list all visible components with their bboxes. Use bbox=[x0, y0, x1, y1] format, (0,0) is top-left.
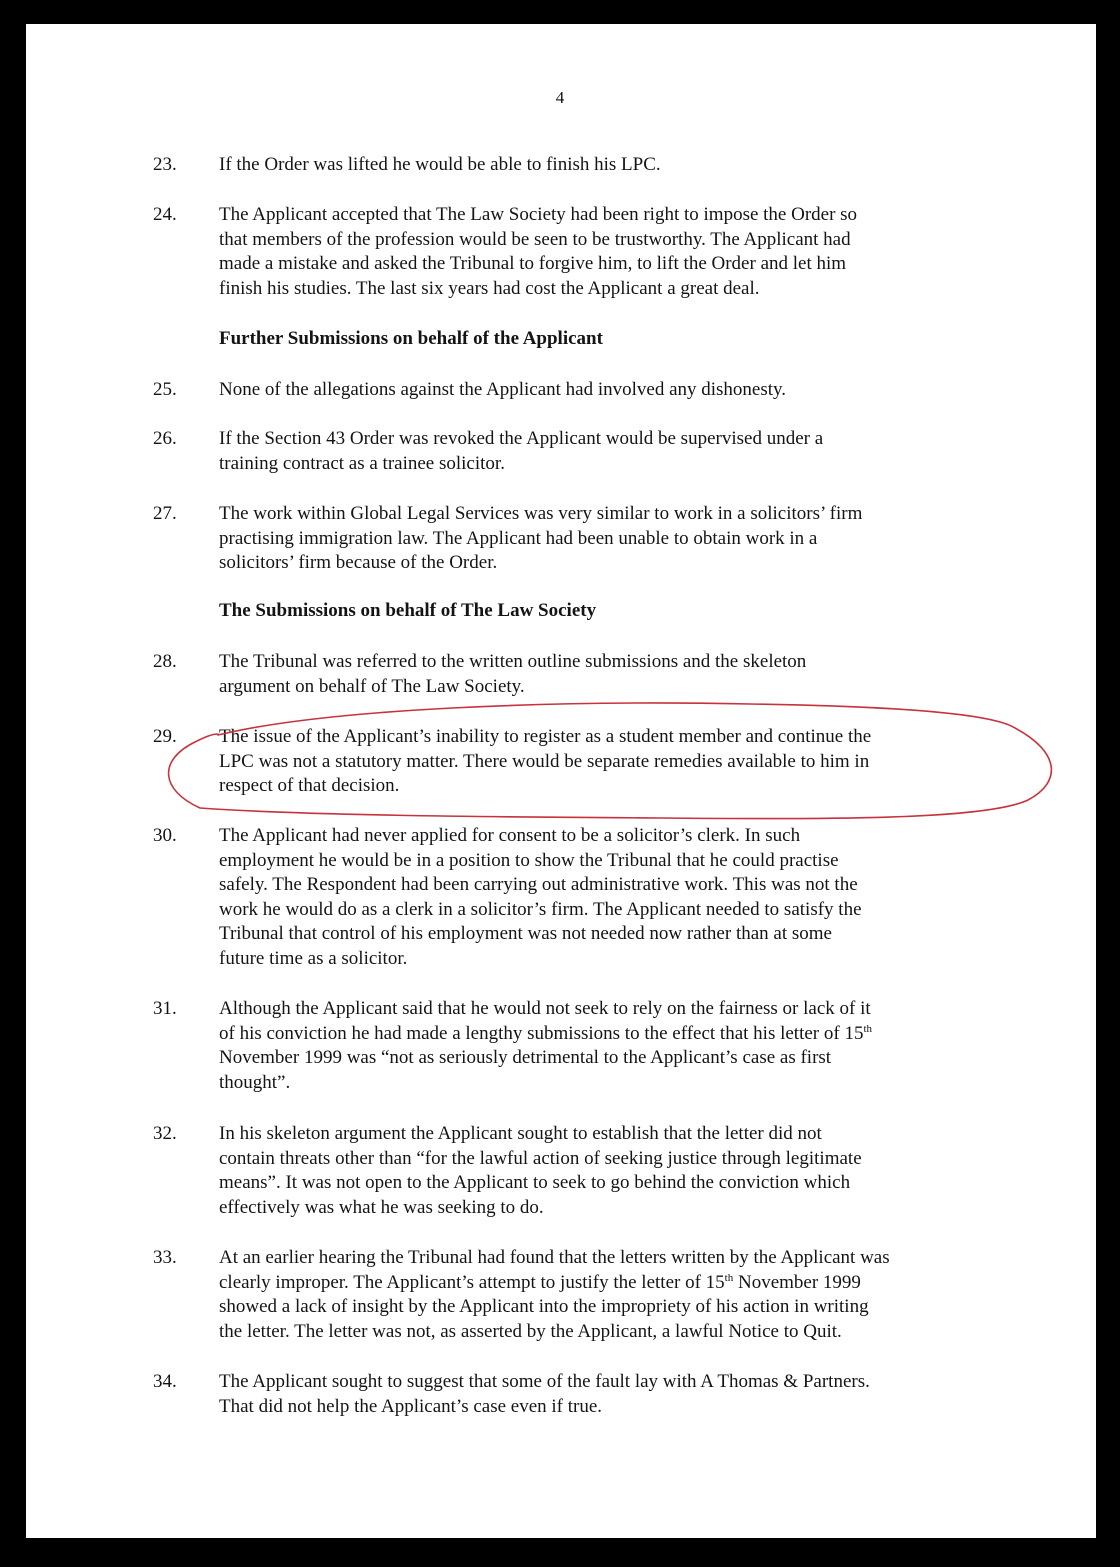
paragraph-text bbox=[219, 1246, 989, 1344]
section-heading-law-society-submissions: The Submissions on behalf of The Law Society bbox=[219, 600, 597, 621]
paragraph-number: 25. bbox=[153, 379, 177, 400]
paragraph-number: 34. bbox=[153, 1371, 177, 1392]
text-line: At an earlier hearing the Tribunal had found that the letters written by the Applicant was bbox=[219, 1247, 890, 1268]
paragraph-number: 24. bbox=[153, 204, 177, 225]
text-segment: clearly improper. The Applicant’s attempt to justify the letter of 15 bbox=[219, 1271, 725, 1293]
paragraph-text bbox=[219, 725, 989, 799]
text-line: solicitors’ firm because of the Order. bbox=[219, 552, 498, 573]
text-line: LPC was not a statutory matter. There would be separate remedies available to him in bbox=[219, 750, 870, 772]
paragraph-number: 30. bbox=[153, 825, 177, 846]
text-line: The work within Global Legal Services was very similar to work in a solicitors’ firm bbox=[219, 503, 863, 524]
text-line: If the Order was lifted he would be able to finish his LPC. bbox=[219, 154, 661, 175]
paragraph-text bbox=[219, 824, 989, 971]
paragraph-text bbox=[219, 997, 989, 1095]
text-line: Tribunal that control of his employment was not needed now rather than at some bbox=[219, 923, 832, 944]
paragraph-text bbox=[219, 203, 989, 301]
text-segment: of his conviction he had made a lengthy submissions to the effect that his letter of 15 bbox=[219, 1022, 864, 1044]
paragraph-text bbox=[219, 378, 989, 403]
text-line: training contract as a trainee solicitor. bbox=[219, 452, 505, 474]
text-line bbox=[219, 1271, 989, 1296]
paragraph-text bbox=[219, 1122, 989, 1220]
paragraph-number: 31. bbox=[153, 998, 177, 1019]
text-line: argument on behalf of The Law Society. bbox=[219, 675, 525, 697]
text-line: effectively was what he was seeking to do. bbox=[219, 1196, 544, 1218]
text-line: means”. It was not open to the Applicant to seek to go behind the conviction which bbox=[219, 1172, 851, 1193]
text-line bbox=[219, 1022, 989, 1047]
text-line: If the Section 43 Order was revoked the Applicant would be supervised under a bbox=[219, 428, 824, 449]
paragraph-number: 29. bbox=[153, 726, 177, 747]
paragraph-number: 26. bbox=[153, 428, 177, 449]
page-number: 4 bbox=[555, 88, 565, 107]
ordinal-suffix: th bbox=[863, 1022, 873, 1035]
text-line: The Tribunal was referred to the written outline submissions and the skeleton bbox=[219, 651, 807, 672]
text-line: The issue of the Applicant’s inability to register as a student member and continue the bbox=[219, 726, 872, 747]
section-heading-further-submissions: Further Submissions on behalf of the Applicant bbox=[219, 328, 603, 349]
paragraph-number: 28. bbox=[153, 651, 177, 672]
text-line: future time as a solicitor. bbox=[219, 947, 408, 969]
paragraph-number: 33. bbox=[153, 1247, 177, 1268]
paragraph-text bbox=[219, 502, 989, 576]
text-line: contain threats other than “for the lawful action of seeking justice through legitimate bbox=[219, 1147, 862, 1169]
text-line: That did not help the Applicant’s case even if true. bbox=[219, 1395, 603, 1417]
text-segment: November 1999 bbox=[733, 1271, 861, 1293]
text-line: The Applicant sought to suggest that some of the fault lay with A Thomas & Partners. bbox=[219, 1371, 870, 1392]
text-line: the letter. The letter was not, as asserted by the Applicant, a lawful Notice to Quit. bbox=[219, 1320, 842, 1342]
paragraph-text bbox=[219, 427, 989, 476]
text-line: finish his studies. The last six years had cost the Applicant a great deal. bbox=[219, 277, 760, 299]
text-line: that members of the profession would be seen to be trustworthy. The Applicant had bbox=[219, 228, 851, 250]
text-line: In his skeleton argument the Applicant sought to establish that the letter did not bbox=[219, 1123, 822, 1144]
text-line: practising immigration law. The Applicant had been unable to obtain work in a bbox=[219, 527, 818, 549]
ordinal-suffix: th bbox=[724, 1271, 734, 1284]
text-line: safely. The Respondent had been carrying out administrative work. This was not the bbox=[219, 874, 858, 895]
text-line: made a mistake and asked the Tribunal to forgive him, to lift the Order and let him bbox=[219, 253, 847, 274]
paragraph-text bbox=[219, 650, 989, 699]
text-line: employment he would be in a position to show the Tribunal that he could practise bbox=[219, 849, 839, 871]
text-line: The Applicant accepted that The Law Society had been right to impose the Order so bbox=[219, 204, 858, 225]
text-line: Although the Applicant said that he would not seek to rely on the fairness or lack of it bbox=[219, 998, 871, 1019]
text-line: thought”. bbox=[219, 1071, 291, 1093]
paragraph-number: 23. bbox=[153, 154, 177, 175]
paragraph-text bbox=[219, 1370, 989, 1419]
text-line: showed a lack of insight by the Applicant into the impropriety of his action in writing bbox=[219, 1296, 869, 1317]
paragraph-number: 32. bbox=[153, 1123, 177, 1144]
text-line: work he would do as a clerk in a solicitor’s firm. The Applicant needed to satisfy the bbox=[219, 898, 862, 920]
text-line: respect of that decision. bbox=[219, 775, 400, 796]
paragraph-text bbox=[219, 153, 989, 178]
text-line: November 1999 was “not as seriously detrimental to the Applicant’s case as first bbox=[219, 1047, 832, 1068]
text-line: None of the allegations against the Applicant had involved any dishonesty. bbox=[219, 379, 787, 400]
paragraph-number: 27. bbox=[153, 503, 177, 524]
text-line: The Applicant had never applied for consent to be a solicitor’s clerk. In such bbox=[219, 825, 801, 846]
